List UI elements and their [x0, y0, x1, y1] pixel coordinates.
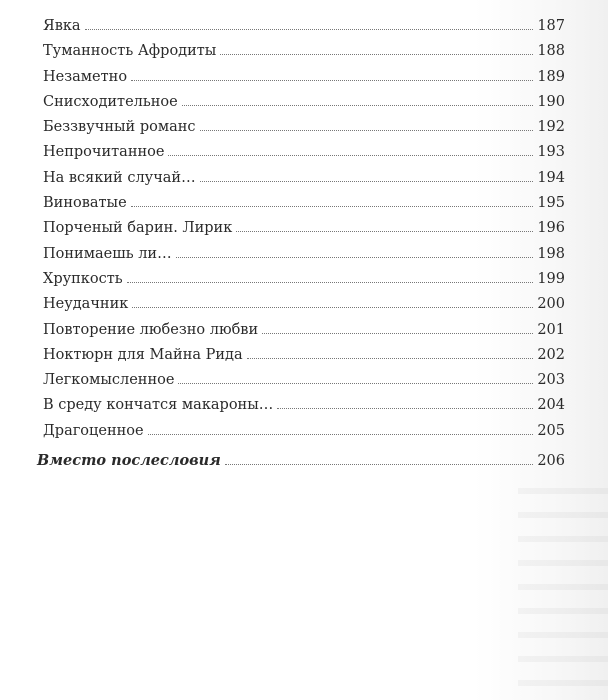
toc-entry-page: 188 [537, 43, 565, 60]
afterword-page: 206 [537, 453, 565, 470]
toc-entry-title: Незаметно [43, 68, 128, 85]
toc-entry-page: 204 [537, 397, 565, 414]
toc-entry-title: Повторение любезно любви [43, 321, 259, 338]
dot-leader [236, 231, 533, 232]
toc-entry-page: 189 [537, 68, 565, 85]
toc-entry-title: Понимаешь ли… [43, 245, 172, 262]
toc-entry-title: Ноктюрн для Майна Рида [43, 346, 243, 363]
dot-leader [168, 155, 533, 156]
dot-leader [132, 307, 533, 308]
dot-leader [247, 358, 534, 359]
toc-entry-page: 190 [537, 93, 565, 110]
toc-entry-title: Беззвучный романс [43, 119, 196, 136]
toc-entry-title: В среду кончатся макароны… [43, 397, 274, 414]
toc-entry-title: Непрочитанное [43, 144, 165, 161]
toc-entry [43, 318, 565, 343]
toc-entry-page: 198 [537, 245, 565, 262]
table-of-contents [37, 14, 565, 473]
toc-entry [43, 14, 565, 39]
dot-leader [200, 181, 534, 182]
dot-leader [220, 54, 533, 55]
dot-leader [148, 434, 534, 435]
toc-entry [43, 115, 565, 140]
toc-entry-title: Порченый барин. Лирик [43, 220, 233, 237]
toc-entry [43, 292, 565, 317]
dot-leader [200, 130, 534, 131]
toc-entry-page: 199 [537, 270, 565, 287]
toc-entry-title: На всякий случай… [43, 169, 196, 186]
toc-entry [43, 368, 565, 393]
toc-entry-page: 201 [537, 321, 565, 338]
toc-entry [43, 39, 565, 64]
dot-leader [131, 206, 534, 207]
dot-leader [85, 29, 534, 30]
toc-entry [43, 419, 565, 444]
toc-entry [43, 216, 565, 241]
toc-entry-page: 193 [537, 144, 565, 161]
toc-entry-title: Драгоценное [43, 422, 144, 439]
toc-entry-page: 202 [537, 346, 565, 363]
toc-entry [43, 343, 565, 368]
toc-entry [43, 65, 565, 90]
toc-entry-page: 194 [537, 169, 565, 186]
toc-entry-title: Хрупкость [43, 270, 123, 287]
toc-entry-title: Явка [43, 18, 81, 34]
toc-entry-title: Виноватые [43, 195, 127, 212]
toc-entry [43, 140, 565, 165]
toc-entry-page: 187 [537, 18, 565, 34]
dot-leader [225, 464, 534, 465]
afterword-title: Вместо послесловия [37, 452, 221, 470]
dot-leader [131, 80, 533, 81]
toc-entry-page: 205 [537, 422, 565, 439]
toc-entry-page: 192 [537, 119, 565, 136]
toc-entry-page: 203 [537, 372, 565, 389]
dot-leader [176, 257, 534, 258]
toc-afterword-entry [37, 448, 565, 473]
dot-leader [182, 105, 534, 106]
toc-entry-page: 195 [537, 195, 565, 212]
toc-entry [43, 267, 565, 292]
toc-entry [43, 393, 565, 418]
dot-leader [262, 333, 533, 334]
toc-entry-title: Снисходительное [43, 93, 178, 110]
toc-entry-title: Неудачник [43, 296, 129, 313]
toc-entry [43, 191, 565, 216]
dot-leader [178, 383, 533, 384]
toc-entry-title: Легкомысленное [43, 372, 175, 389]
bleed-through-text [518, 470, 608, 700]
toc-entry [43, 90, 565, 115]
toc-entry-page: 200 [537, 296, 565, 313]
toc-entry [43, 242, 565, 267]
toc-entry-page: 196 [537, 220, 565, 237]
dot-leader [277, 408, 533, 409]
toc-entry-title: Туманность Афродиты [43, 43, 217, 60]
dot-leader [127, 282, 534, 283]
toc-entry [43, 166, 565, 191]
